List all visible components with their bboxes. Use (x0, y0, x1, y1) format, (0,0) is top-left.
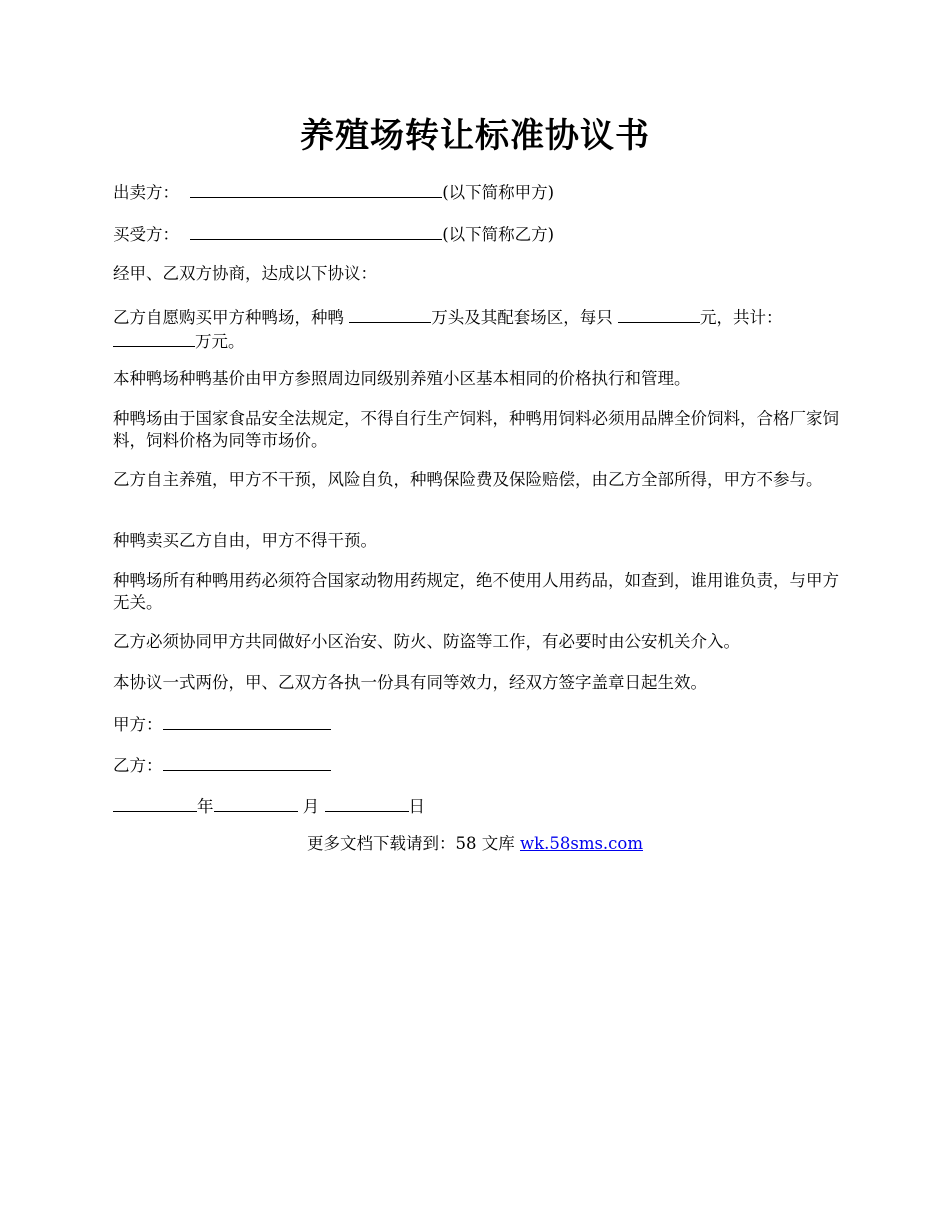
footer (0, 833, 950, 855)
buyer-suffix: (以下简称乙方) (442, 225, 555, 244)
buyer-line (113, 222, 843, 246)
seller-line (113, 180, 843, 204)
clause-pricing: 本种鸭场种鸭基价由甲方参照周边同级别养殖小区基本相同的价格执行和管理。 (113, 369, 691, 388)
clause-purchase-part3: 元，共计： (700, 308, 783, 327)
seller-blank (190, 180, 442, 198)
year-blank (113, 794, 197, 812)
party-b-signature-line (113, 753, 843, 777)
clause-purchase-part1: 乙方自愿购买甲方种鸭场，种鸭 (113, 308, 350, 327)
clause-risk: 乙方自主养殖，甲方不干预，风险自负，种鸭保险费及保险赔偿，由乙方全部所得，甲方不参与。 (113, 470, 823, 489)
month-blank (214, 794, 298, 812)
party-b-label: 乙方： (113, 756, 163, 775)
buyer-label: 买受方： (113, 225, 179, 244)
clause-feed: 种鸭场由于国家食品安全法规定，不得自行生产饲料，种鸭用饲料必须用品牌全价饲料，合格厂家饲料，饲料价格为同等市场价。 (113, 409, 839, 450)
clause-purchase (113, 305, 843, 353)
unit-price-blank (618, 305, 700, 323)
clause-effect: 本协议一式两份，甲、乙双方各执一份具有同等效力，经双方签字盖章日起生效。 (113, 673, 707, 692)
month-label: 月 (297, 797, 325, 816)
seller-label: 出卖方： (113, 183, 179, 202)
clause-trade: 种鸭卖买乙方自由，甲方不得干预。 (113, 531, 377, 550)
day-label: 日 (408, 797, 425, 816)
party-a-signature-line (113, 712, 843, 736)
buyer-blank (190, 222, 442, 240)
quantity-blank (349, 305, 431, 323)
year-label: 年 (197, 797, 214, 816)
date-line (113, 794, 843, 818)
party-b-blank (163, 753, 331, 771)
clause-purchase-part2: 万头及其配套场区，每只 (431, 308, 618, 327)
document-title: 养殖场转让标准协议书 (300, 116, 650, 156)
clause-security: 乙方必须协同甲方共同做好小区治安、防火、防盗等工作，有必要时由公安机关介入。 (113, 632, 740, 651)
party-a-label: 甲方： (113, 715, 163, 734)
party-a-blank (163, 712, 331, 730)
clause-purchase-part4: 万元。 (195, 332, 245, 351)
day-blank (325, 794, 409, 812)
clause-medicine: 种鸭场所有种鸭用药必须符合国家动物用药规定，绝不使用人用药品，如查到，谁用谁负责，与甲方无关。 (113, 571, 839, 612)
seller-suffix: (以下简称甲方) (442, 183, 555, 202)
footer-text: 更多文档下载请到：58 文库 (306, 834, 520, 853)
intro-paragraph: 经甲、乙双方协商，达成以下协议： (113, 264, 377, 283)
footer-link[interactable]: wk.58sms.com (519, 834, 643, 853)
total-blank (113, 329, 195, 347)
